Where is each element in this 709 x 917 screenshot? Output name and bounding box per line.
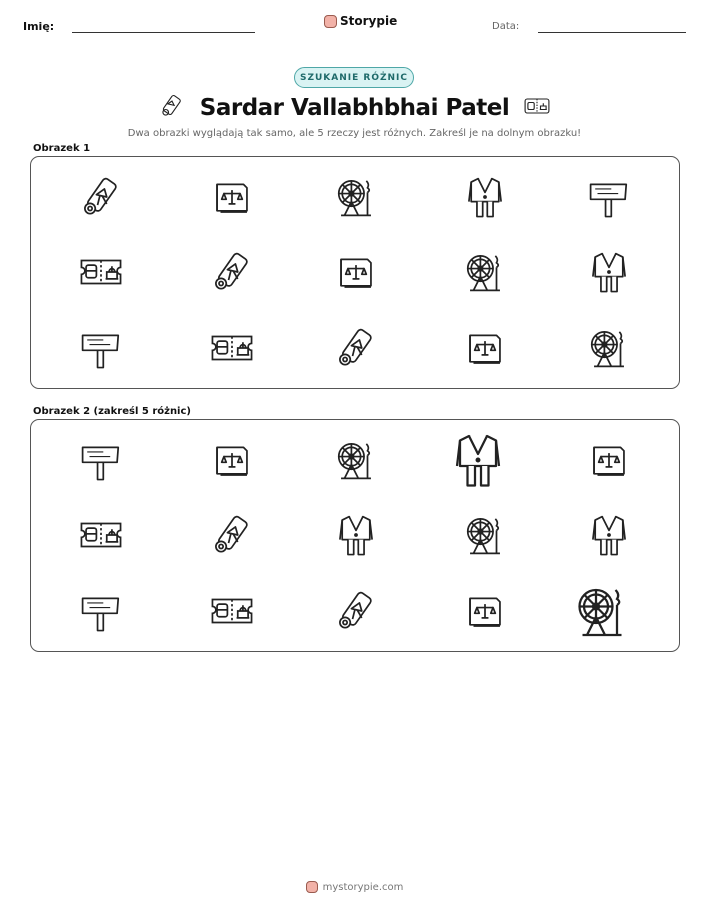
signpost-icon[interactable] bbox=[71, 430, 131, 490]
scroll-icon[interactable] bbox=[202, 505, 262, 565]
picture1-panel bbox=[30, 156, 680, 389]
date-label: Data: bbox=[492, 21, 520, 32]
brand-name: Storypie bbox=[340, 14, 398, 28]
scroll-icon bbox=[71, 167, 131, 227]
suit-icon bbox=[455, 167, 515, 227]
footer-site: mystorypie.com bbox=[322, 881, 404, 893]
suit-icon[interactable] bbox=[579, 505, 639, 565]
ticket-icon[interactable] bbox=[202, 581, 262, 641]
spinning-wheel-icon bbox=[579, 318, 639, 378]
law-book-icon bbox=[202, 167, 262, 227]
brand-logo bbox=[324, 14, 397, 28]
suit-icon bbox=[579, 242, 639, 302]
scroll-icon bbox=[158, 92, 186, 124]
instructions: Dwa obrazki wyglądają tak samo, ale 5 rzeczy jest różnych. Zakreśl je na dolnym obrazku! bbox=[127, 128, 582, 139]
ticket-icon[interactable] bbox=[71, 505, 131, 565]
page-title: Sardar Vallabhbhai Patel bbox=[199, 95, 510, 121]
footer bbox=[0, 881, 709, 893]
scroll-icon bbox=[202, 242, 262, 302]
ticket-icon bbox=[523, 94, 551, 122]
signpost-icon bbox=[579, 167, 639, 227]
law-book-icon[interactable] bbox=[202, 430, 262, 490]
signpost-icon[interactable] bbox=[71, 581, 131, 641]
date-line[interactable] bbox=[538, 32, 686, 33]
storypie-logo-icon bbox=[306, 881, 318, 893]
law-book-icon bbox=[326, 242, 386, 302]
law-book-icon bbox=[455, 318, 515, 378]
scroll-icon bbox=[326, 318, 386, 378]
title-row bbox=[150, 92, 559, 124]
picture2-panel[interactable] bbox=[30, 419, 680, 652]
activity-badge: SZUKANIE RÓŻNIC bbox=[294, 67, 414, 88]
scroll-icon[interactable] bbox=[326, 581, 386, 641]
name-label: Imię: bbox=[23, 20, 55, 33]
suit-icon[interactable] bbox=[326, 505, 386, 565]
spinning-wheel-icon bbox=[326, 167, 386, 227]
law-book-icon[interactable] bbox=[579, 430, 639, 490]
ticket-icon bbox=[71, 242, 131, 302]
ticket-icon bbox=[202, 318, 262, 378]
spinning-wheel-icon[interactable] bbox=[326, 430, 386, 490]
spinning-wheel-icon[interactable] bbox=[572, 581, 632, 641]
spinning-wheel-icon[interactable] bbox=[455, 505, 515, 565]
signpost-icon bbox=[71, 318, 131, 378]
law-book-icon[interactable] bbox=[455, 581, 515, 641]
picture1-label: Obrazek 1 bbox=[33, 143, 91, 154]
storypie-logo-icon bbox=[324, 15, 337, 28]
picture2-label: Obrazek 2 (zakreśl 5 różnic) bbox=[33, 406, 191, 417]
suit-icon[interactable] bbox=[448, 430, 508, 490]
spinning-wheel-icon bbox=[455, 242, 515, 302]
name-line[interactable] bbox=[72, 32, 255, 33]
